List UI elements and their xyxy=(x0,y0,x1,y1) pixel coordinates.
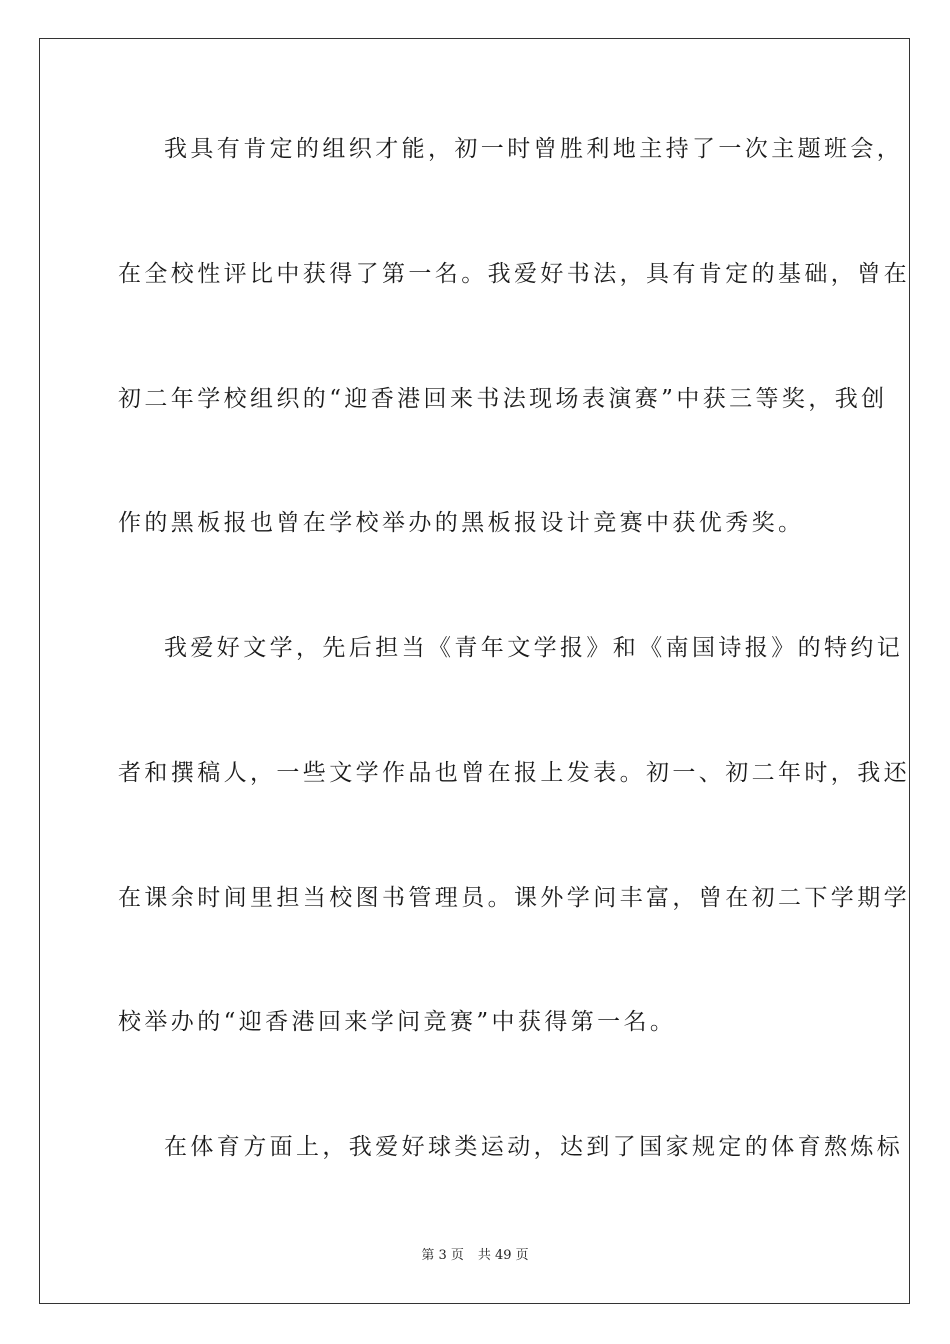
page-total: 共 49 页 xyxy=(477,1248,529,1263)
paragraph-1-line-4: 作的黑板报也曾在学校举办的黑板报设计竞赛中获优秀奖。 xyxy=(118,510,805,536)
page-border xyxy=(39,38,910,1304)
page-number: 第 3 页 xyxy=(421,1248,464,1263)
paragraph-2-line-2: 者和撰稿人，一些文学作品也曾在报上发表。初一、初二年时，我还 xyxy=(118,760,910,786)
paragraph-1-line-1: 我具有肯定的组织才能，初一时曾胜利地主持了一次主题班会， xyxy=(164,136,904,162)
paragraph-2-line-1: 我爱好文学，先后担当《青年文学报》和《南国诗报》的特约记 xyxy=(164,635,904,661)
page-footer xyxy=(0,1246,950,1266)
paragraph-2-line-4: 校举办的“迎香港回来学问竞赛”中获得第一名。 xyxy=(118,1009,677,1035)
paragraph-3-line-1: 在体育方面上，我爱好球类运动，达到了国家规定的体育熬炼标 xyxy=(164,1134,904,1160)
paragraph-1-line-3: 初二年学校组织的“迎香港回来书法现场表演赛”中获三等奖，我创 xyxy=(118,386,888,412)
paragraph-2-line-3: 在课余时间里担当校图书管理员。课外学问丰富，曾在初二下学期学 xyxy=(118,885,910,911)
paragraph-1-line-2: 在全校性评比中获得了第一名。我爱好书法，具有肯定的基础，曾在 xyxy=(118,261,910,287)
